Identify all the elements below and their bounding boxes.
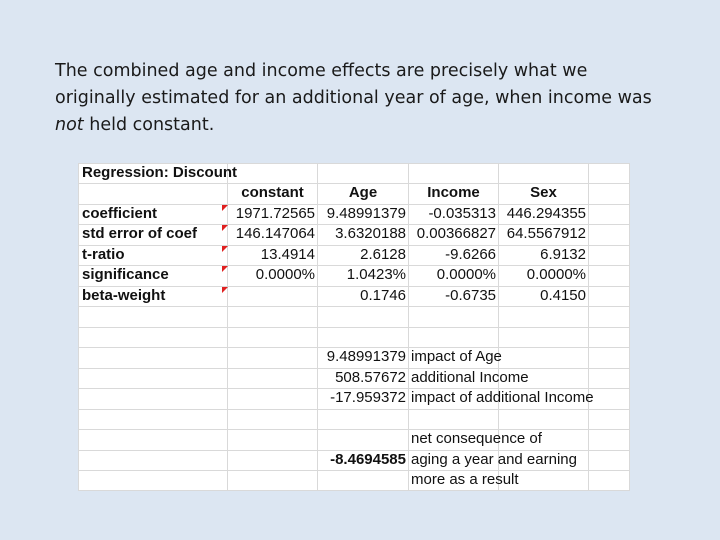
table-cell: 2.6128 bbox=[360, 246, 406, 263]
row-label-std-error: std error of coef bbox=[82, 225, 198, 242]
impact-income-label: impact of additional Income bbox=[411, 389, 594, 406]
table-cell: 0.1746 bbox=[360, 287, 406, 304]
table-cell: 0.0000% bbox=[255, 266, 315, 283]
row-label-beta-weight: beta-weight bbox=[82, 287, 166, 304]
net-consequence-label-line2: aging a year and earning bbox=[411, 451, 577, 468]
net-consequence-label-line1: net consequence of bbox=[411, 430, 542, 447]
table-cell: 146.147064 bbox=[235, 225, 315, 242]
table-cell: 13.4914 bbox=[260, 246, 315, 263]
additional-income-value: 508.57672 bbox=[335, 369, 406, 386]
table-cell: 64.5567912 bbox=[506, 225, 586, 242]
additional-income-label: additional Income bbox=[411, 369, 529, 386]
table-cell: -0.6735 bbox=[445, 287, 496, 304]
impact-income-value: -17.959372 bbox=[330, 389, 406, 406]
table-cell: 3.6320188 bbox=[335, 225, 406, 242]
table-cell: 0.4150 bbox=[540, 287, 586, 304]
table-cell: 446.294355 bbox=[506, 205, 586, 222]
caption-emphasis: not bbox=[55, 115, 84, 135]
net-consequence-label-line3: more as a result bbox=[411, 471, 519, 488]
column-header-constant: constant bbox=[241, 184, 304, 201]
table-cell: -0.035313 bbox=[428, 205, 496, 222]
impact-age-value: 9.48991379 bbox=[326, 348, 406, 365]
table-cell: 9.48991379 bbox=[326, 205, 406, 222]
table-cell: 0.0000% bbox=[436, 266, 496, 283]
regression-spreadsheet bbox=[78, 163, 630, 491]
table-title: Regression: Discount bbox=[82, 164, 238, 181]
row-label-t-ratio: t-ratio bbox=[82, 246, 125, 263]
caption-text-end: held constant. bbox=[83, 115, 215, 135]
table-cell: 1971.72565 bbox=[235, 205, 315, 222]
caption-text: The combined age and income effects are precisely what we originally estimated for an additional year of age, when income was bbox=[55, 61, 652, 108]
net-consequence-value: -8.4694585 bbox=[330, 451, 406, 468]
table-cell: 0.00366827 bbox=[416, 225, 496, 242]
impact-age-label: impact of Age bbox=[411, 348, 502, 365]
row-label-significance: significance bbox=[82, 266, 169, 283]
table-cell: -9.6266 bbox=[445, 246, 496, 263]
row-label-coefficient: coefficient bbox=[82, 205, 158, 222]
table-cell: 6.9132 bbox=[540, 246, 586, 263]
slide-caption bbox=[55, 58, 655, 139]
table-cell: 1.0423% bbox=[346, 266, 406, 283]
column-header-sex: Sex bbox=[530, 184, 557, 201]
column-header-income: Income bbox=[427, 184, 480, 201]
table-cell: 0.0000% bbox=[526, 266, 586, 283]
column-header-age: Age bbox=[348, 184, 378, 201]
comment-marker-icon bbox=[222, 287, 228, 293]
